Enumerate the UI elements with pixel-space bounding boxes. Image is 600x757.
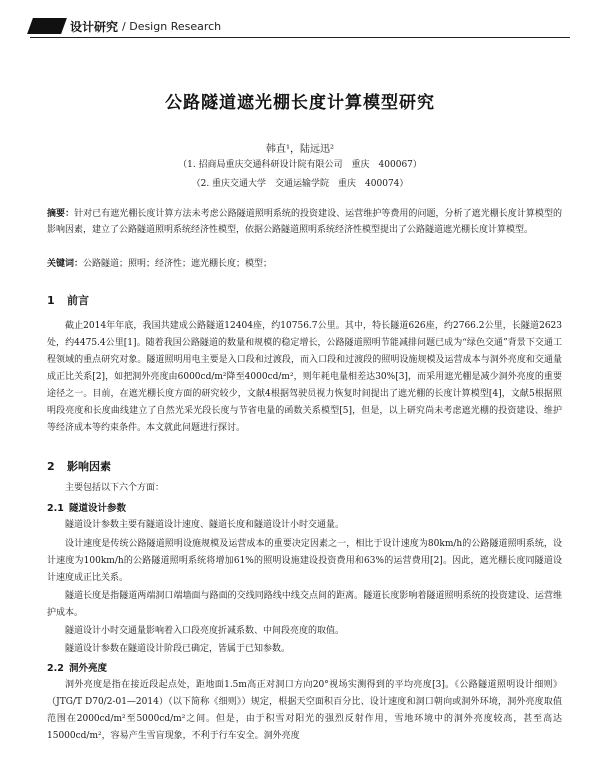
section-2-1-heading [47,500,126,514]
section-2-2-title: 洞外亮度 [69,663,108,674]
section-2-2-paragraph: 洞外亮度是指在接近段起点处，距地面1.5m高正对洞口方向20°视场实测得到的平均亮度[3]。《公路隧道照明设计细则》（JTG/T D70/2-01—2014）（以下简称《细则》）规定，根据天空面积百分比、设计速度和洞口朝向或洞外环境，洞外亮度取值范围在2000cd/m²至5000cd/m²之间。但是，由于积雪对阳光的强烈反射作用，雪地环境中的洞外亮度较高，甚至高达15000cd/m²，容易产生雪盲现象，不利于行车安全。洞外亮度 [47,680,562,741]
section-2-2-number: 2.2 [47,663,64,674]
column-label-en: / Design Research [122,19,222,33]
abstract-text: 针对已有遮光棚长度计算方法未考虑公路隧道照明系统的投资建设、运营维护等费用的问题，分析了遮光棚长度计算模型的影响因素，建立了公路隧道照明系统经济性模型，依据公路隧道照明系统经济性模型提出了公路隧道遮光棚长度计算模型。 [47,209,562,235]
keywords [47,256,562,272]
section-2-2-heading [47,660,107,674]
section-2-number: 2 [47,460,55,473]
section-2-1-paragraph-4: 隧道设计小时交通量影响着入口段亮度折减系数、中间段亮度的取值。 [65,626,345,636]
column-label: 设计研究 [70,19,119,34]
section-2-1-number: 2.1 [47,503,64,514]
section-1-number: 1 [47,294,55,307]
section-2-1-title: 隧道设计参数 [69,503,127,514]
journal-logo-icon [27,18,67,34]
section-2-1-paragraph-5: 隧道设计参数在隧道设计阶段已确定，皆属于已知参数。 [65,644,291,654]
paper-authors: 韩直¹，陆远迅² [265,144,335,155]
paper-title: 公路隧道遮光棚长度计算模型研究 [165,93,435,113]
keywords-label: 关键词： [47,259,84,269]
affiliation-1: （1. 招商局重庆交通科研设计院有限公司 重庆 400067） [178,160,422,170]
section-2-title: 影响因素 [67,460,111,473]
section-2-1-paragraph-1: 隧道设计参数主要有隧道设计速度、隧道长度和隧道设计小时交通量。 [65,520,345,530]
section-2-1-paragraph-2: 设计速度是传统公路隧道照明设施规模及运营成本的重要决定因素之一，相比于设计速度为80km/h的公路隧道照明系统，设计速度为100km/h的公路隧道照明系统将增加61%的照明设施建设投资费用和63%的运营费用[2]。因此，遮光棚长度同隧道设计速度成正比关系。 [47,539,562,583]
affiliation-2: （2. 重庆交通大学 交通运输学院 重庆 400074） [191,179,409,189]
abstract [47,206,562,238]
section-2-heading [47,458,111,474]
journal-header [30,16,221,36]
header-divider [30,37,570,38]
section-2-1-paragraph-3: 隧道长度是指隧道两端洞口端墙面与路面的交线同路线中线交点间的距离。隧道长度影响着隧道照明系统的投资建设、运营维护成本。 [47,591,562,618]
section-1-heading [47,292,89,308]
abstract-label: 摘要： [47,209,75,219]
keywords-text: 公路隧道；照明；经济性；遮光棚长度；模型； [83,259,273,269]
section-2-intro: 主要包括以下六个方面： [65,483,165,493]
section-1-paragraph: 截止2014年年底，我国共建成公路隧道12404座，约10756.7公里。其中，特长隧道626座，约2766.2公里，长隧道2623处，约4475.4公里[1]。随着我国公路隧道的数量和规模的稳定增长，公路隧道照明节能减排问题已成为“绿色交通”背景下交通工程领域的重点研究对象。隧道照明用电主要是入口段和过渡段，而入口段和过渡段的照明设施规模及运营成本与洞外亮度和交通量成正比关系[2]，如把洞外亮度由6000cd/m²降至4000cd/m²，则年耗电量相差达30%[3]，而采用遮光棚是减少洞外亮度的重要途径之一。目前，在遮光棚长度方面的研究较少，文献4根据驾驶员视力恢复时间提出了遮光棚的长度计算模型[4]，文献5根据照明段亮度和长度曲线建立了自然光采光段长度与节省电量的函数关系模型[5]，但是，以上研究尚未考虑遮光棚的投资建设、维护等经济成本等约束条件。本文就此问题进行探讨。 [47,321,562,433]
section-1-title: 前言 [67,294,89,307]
